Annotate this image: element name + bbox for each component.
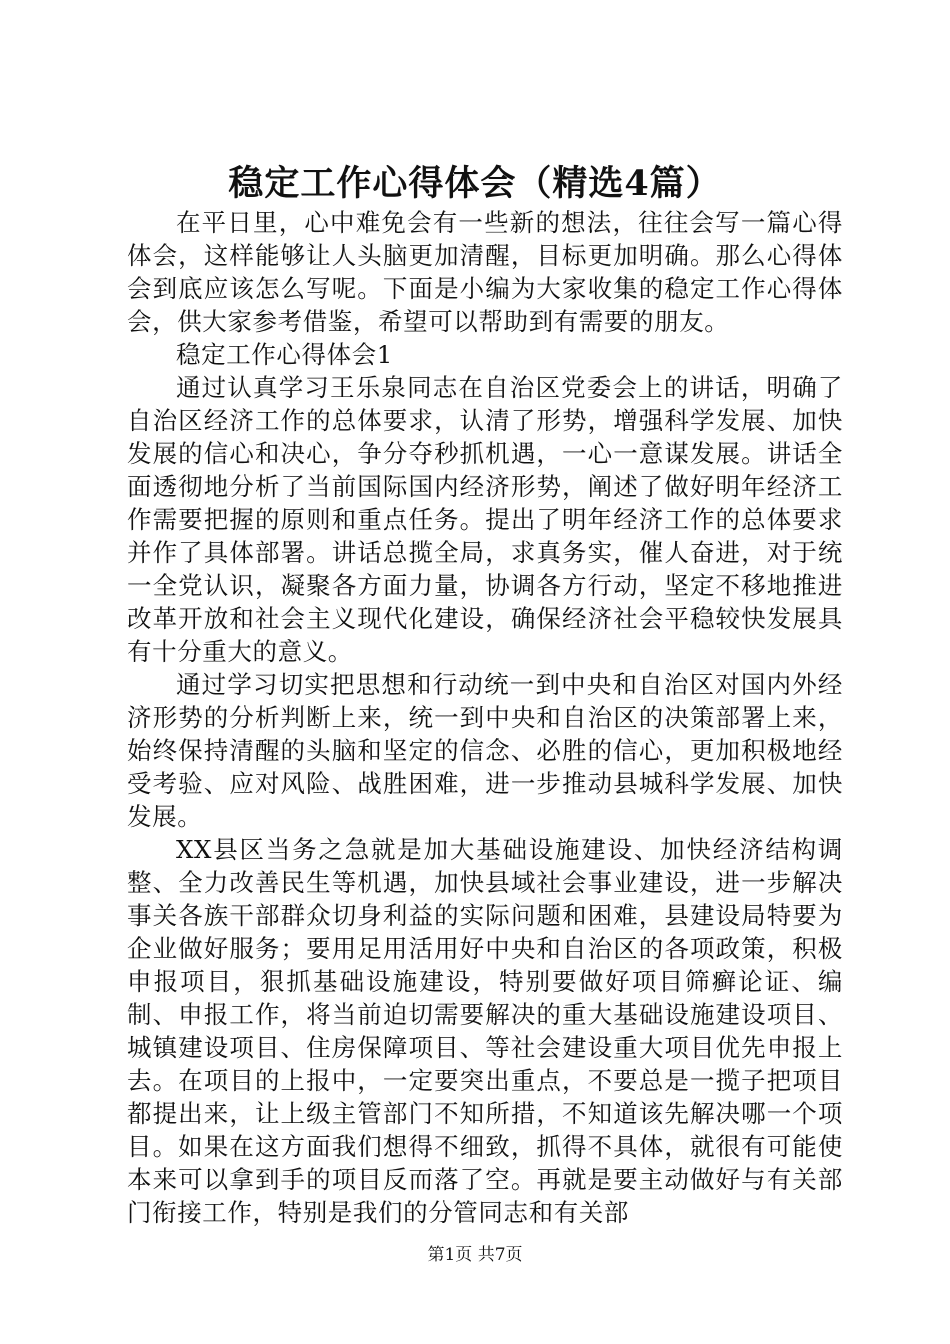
document-title: 稳定工作心得体会（精选4篇）: [228, 163, 722, 204]
page-footer: 第1页 共7页: [427, 1245, 523, 1265]
body-paragraph: 通过学习切实把思想和行动统一到中央和自治区对国内外经济形势的分析判断上来，统一到中央和自治区的决策部署上来，始终保持清醒的头脑和坚定的信念、必胜的信心，更加积极地经受考验、应对风险、战胜困难，进一步推动县城科学发展、加快发展。: [127, 670, 843, 831]
document-body: [127, 206, 843, 1229]
body-paragraph: 通过认真学习王乐泉同志在自治区党委会上的讲话，明确了自治区经济工作的总体要求，认清了形势，增强科学发展、加快发展的信心和决心，争分夺秒抓机遇，一心一意谋发展。讲话全面透彻地分析了当前国际国内经济形势，阐述了做好明年经济工作需要把握的原则和重点任务。提出了明年经济工作的总体要求并作了具体部署。讲话总揽全局，求真务实，催人奋进，对于统一全党认识，凝聚各方面力量，协调各方行动，坚定不移地推进改革开放和社会主义现代化建设，确保经济社会平稳较快发展具有十分重大的意义。: [127, 373, 843, 666]
section-heading: 稳定工作心得体会1: [176, 340, 393, 369]
intro-paragraph: 在平日里，心中难免会有一些新的想法，往往会写一篇心得体会，这样能够让人头脑更加清醒，目标更加明确。那么心得体会到底应该怎么写呢。下面是小编为大家收集的稳定工作心得体会，供大家参考借鉴，希望可以帮助到有需要的朋友。: [127, 208, 843, 336]
body-paragraph: XX县区当务之急就是加大基础设施建设、加快经济结构调整、全力改善民生等机遇，加快县域社会事业建设，进一步解决事关各族干部群众切身利益的实际问题和困难，县建设局特要为企业做好服务；要用足用活用好中央和自治区的各项政策，积极申报项目，狠抓基础设施建设，特别要做好项目筛癣论证、编制、申报工作，将当前迫切需要解决的重大基础设施建设项目、城镇建设项目、住房保障项目、等社会建设重大项目优先申报上去。在项目的上报中，一定要突出重点，不要总是一揽子把项目都提出来，让上级主管部门不知所措，不知道该先解决哪一个项目。如果在这方面我们想得不细致，抓得不具体，就很有可能使本来可以拿到手的项目反而落了空。再就是要主动做好与有关部门衔接工作，特别是我们的分管同志和有关部: [127, 835, 843, 1227]
